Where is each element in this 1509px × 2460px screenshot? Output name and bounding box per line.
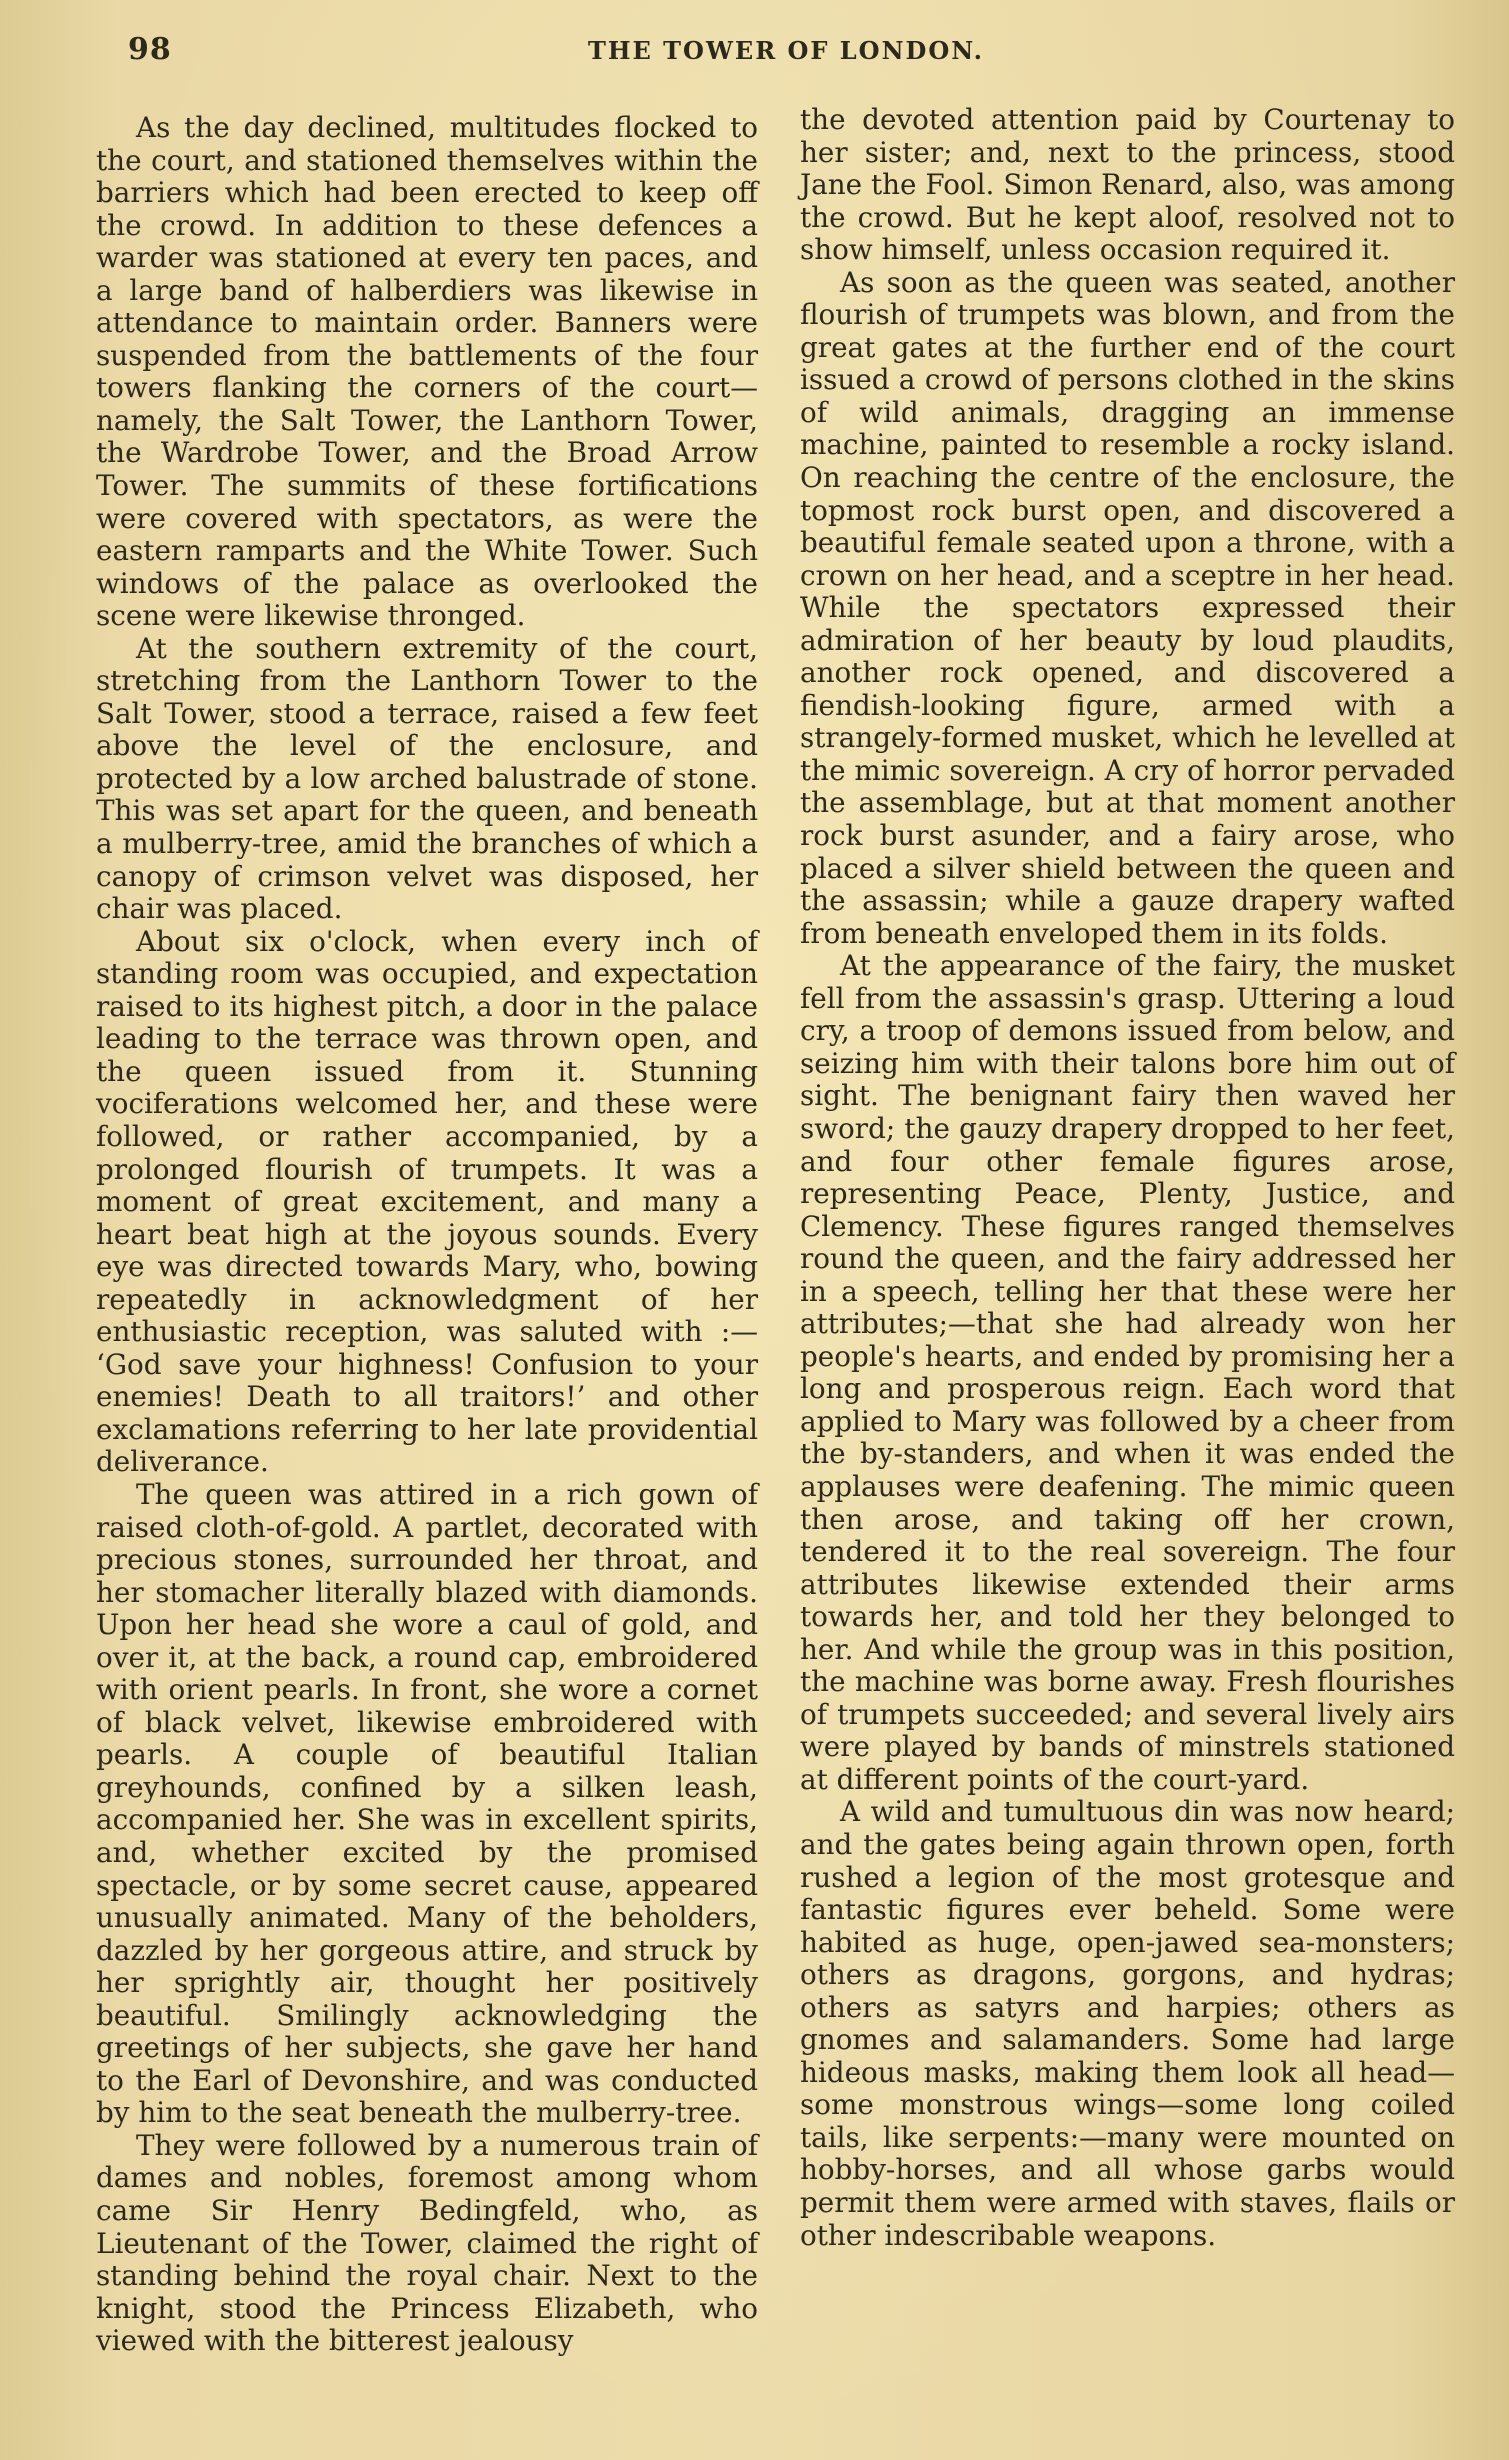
paragraph: They were followed by a numerous train of dames and nobles, foremost among whom came Sir Henry Bedingfeld, who, as Lieutenant of the Tower, claimed the right of standing behind the royal chair. Next to the knight, stood the Princess Elizabeth, who viewed with the bitterest jealousy <box>96 2128 758 2358</box>
paragraph: the devoted attention paid by Courtenay to her sister; and, next to the princess, stood Jane the Fool. Simon Renard, also, was among the crowd. But he kept aloof, resolved not to show himself, unless occasion required it. <box>800 103 1455 267</box>
page-header <box>96 32 1476 76</box>
paragraph: As soon as the queen was seated, another flourish of trumpets was blown, and from the great gates at the further end of the court issued a crowd of persons clothed in the skins of wild animals, dragging an immense machine, painted to resemble a rocky island. On reaching the centre of the enclosure, the topmost rock burst open, and discovered a beautiful female seated upon a throne, with a crown on her head, and a sceptre in her head. While the spectators expressed their admiration of her beauty by loud plaudits, another rock opened, and discovered a fiendish-looking figure, armed with a strangely-formed musket, which he levelled at the mimic sovereign. A cry of horror pervaded the assemblage, but at that moment another rock burst asunder, and a fairy arose, who placed a silver shield between the queen and the assassin; while a gauze drapery wafted from beneath enveloped them in its folds. <box>800 265 1455 950</box>
left-column <box>96 112 758 2358</box>
paragraph: The queen was attired in a rich gown of raised cloth-of-gold. A partlet, decorated with precious stones, surrounded her throat, and her stomacher literally blazed with diamonds. Upon her head she wore a caul of gold, and over it, at the back, a round cap, embroidered with orient pearls. In front, she wore a cornet of black velvet, likewise embroidered with pearls. A couple of beautiful Italian greyhounds, confined by a silken leash, accompanied her. She was in excellent spirits, and, whether excited by the promised spectacle, or by some secret cause, appeared unusually animated. Many of the beholders, dazzled by her gorgeous attire, and struck by her sprightly air, thought her positively beautiful. Smilingly acknowledging the greetings of her subjects, she gave her hand to the Earl of Devonshire, and was conducted by him to the seat beneath the mulberry-tree. <box>96 1477 758 2130</box>
paragraph: About six o'clock, when every inch of standing room was occupied, and expectation raised to its highest pitch, a door in the palace leading to the terrace was thrown open, and the queen issued from it. Stunning vociferations welcomed her, and these were followed, or rather accompanied, by a prolonged flourish of trumpets. It was a moment of great excitement, and many a heart beat high at the joyous sounds. Every eye was directed towards Mary, who, bowing repeatedly in acknowledgment of her enthusiastic reception, was saluted with :— ‘God save your highness! Confusion to your enemies! Death to all traitors!’ and other exclamations referring to her late providential deliverance. <box>96 924 758 1479</box>
page-number: 98 <box>128 32 172 67</box>
paragraph: At the southern extremity of the court, stretching from the Lanthorn Tower to the Salt Tower, stood a terrace, raised a few feet above the level of the enclosure, and protected by a low arched balustrade of stone. This was set apart for the queen, and beneath a mulberry-tree, amid the branches of which a canopy of crimson velvet was disposed, her chair was placed. <box>96 631 758 926</box>
paragraph: As the day declined, multitudes flocked to the court, and stationed themselves within the barriers which had been erected to keep off the crowd. In addition to these defences a warder was stationed at every ten paces, and a large band of halberdiers was likewise in attendance to maintain order. Banners were suspended from the battlements of the four towers flanking the corners of the court—namely, the Salt Tower, the Lanthorn Tower, the Wardrobe Tower, and the Broad Arrow Tower. The summits of these fortifications were covered with spectators, as were the eastern ramparts and the White Tower. Such windows of the palace as overlooked the scene were likewise thronged. <box>96 111 758 633</box>
right-column <box>800 104 1455 2252</box>
paragraph: At the appearance of the fairy, the musket fell from the assassin's grasp. Uttering a loud cry, a troop of demons issued from below, and seizing him with their talons bore him out of sight. The benignant fairy then waved her sword; the gauzy drapery dropped to her feet, and four other female figures arose, representing Peace, Plenty, Justice, and Clemency. These figures ranged themselves round the queen, and the fairy addressed her in a speech, telling her that these were her attributes;—that she had already won her people's hearts, and ended by promising her a long and prosperous reign. Each word that applied to Mary was followed by a cheer from the by-standers, and when it was ended the applauses were deafening. The mimic queen then arose, and taking off her crown, tendered it to the real sovereign. The four attributes likewise extended their arms towards her, and told her they belonged to her. And while the group was in this position, the machine was borne away. Fresh flourishes of trumpets succeeded; and several lively airs were played by bands of minstrels stationed at different points of the court-yard. <box>800 949 1455 1796</box>
paragraph: A wild and tumultuous din was now heard; and the gates being again thrown open, forth rushed a legion of the most grotesque and fantastic figures ever beheld. Some were habited as huge, open-jawed sea-monsters; others as dragons, gorgons, and hydras; others as satyrs and harpies; others as gnomes and salamanders. Some had large hideous masks, making them look all head—some monstrous wings—some long coiled tails, like serpents:—many were mounted on hobby-horses, and all whose garbs would permit them were armed with staves, flails or other indescribable weapons. <box>800 1795 1455 2252</box>
running-title: THE TOWER OF LONDON. <box>588 36 984 65</box>
